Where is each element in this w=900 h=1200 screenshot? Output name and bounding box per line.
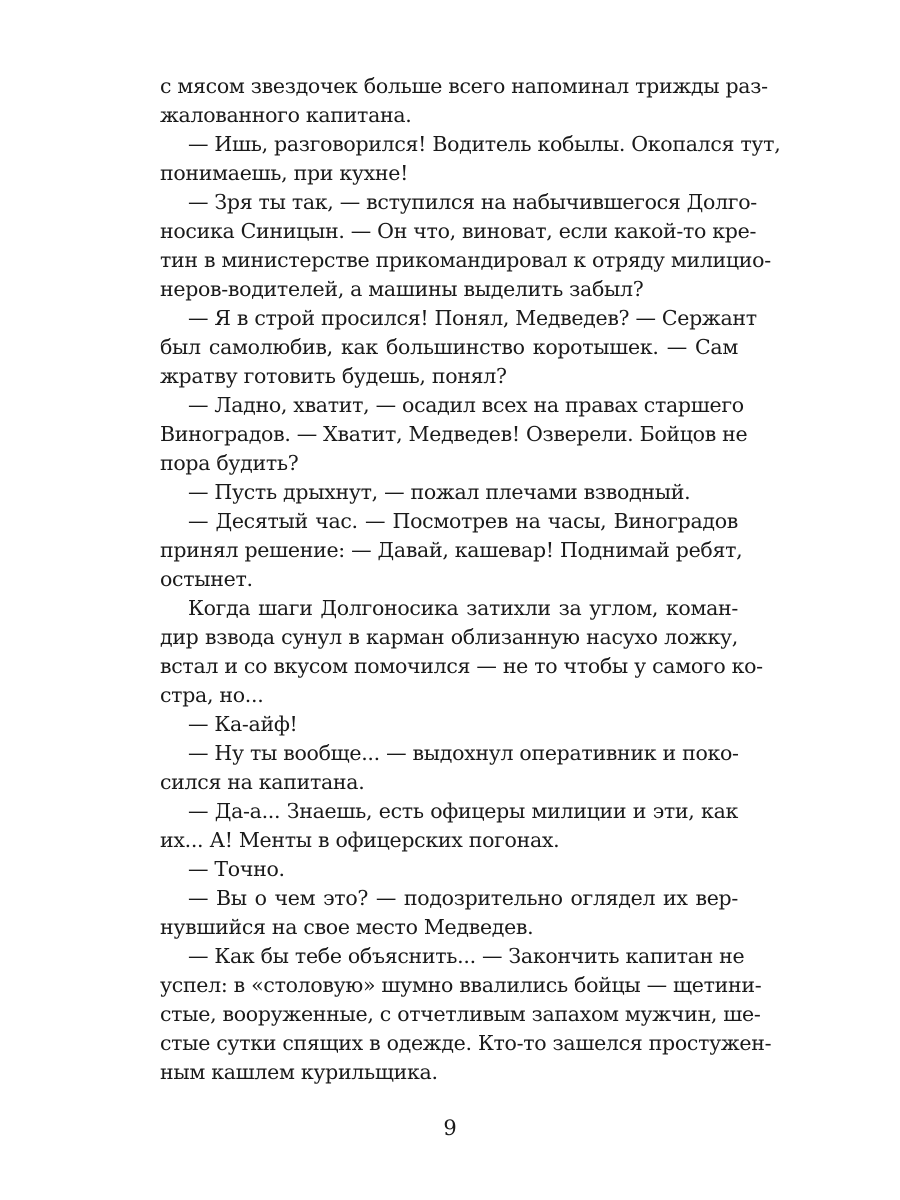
- text-line: — Я в строй просился! Понял, Медведев? — Сержант: [188, 306, 757, 330]
- text-line: Виноградов. — Хватит, Медведев! Озверели. Бойцов не: [160, 422, 748, 446]
- text-line: — Точно.: [188, 857, 285, 881]
- text-line: жратву готовить будешь, понял?: [160, 364, 507, 388]
- text-line: носика Синицын. — Он что, виноват, если какой-то кре-: [160, 219, 757, 243]
- text-line: жалованного капитана.: [160, 103, 412, 127]
- text-line: дир взвода сунул в карман облизанную насухо ложку,: [160, 625, 738, 649]
- text-line: ным кашлем курильщика.: [160, 1060, 438, 1084]
- text-line: — Десятый час. — Посмотрев на часы, Виноградов: [188, 509, 738, 533]
- text-line: — Ладно, хватит, — осадил всех на правах старшего: [188, 393, 744, 417]
- text-line: неров-водителей, а машины выделить забыл?: [160, 277, 644, 301]
- text-line: принял решение: — Давай, кашевар! Поднимай ребят,: [160, 538, 743, 562]
- text-line: Когда шаги Долгоносика затихли за углом, коман-: [188, 596, 738, 620]
- text-line: встал и со вкусом помочился — не то чтобы у самого ко-: [160, 654, 763, 678]
- text-line: — Ка-айф!: [188, 712, 298, 736]
- text-line: — Как бы тебе объяснить... — Закончить капитан не: [188, 944, 745, 968]
- text-line: остынет.: [160, 567, 253, 591]
- text-line: нувшийся на свое место Медведев.: [160, 915, 534, 939]
- text-line: пора будить?: [160, 451, 299, 475]
- text-line: стые сутки спящих в одежде. Кто-то зашелся простужен-: [160, 1031, 772, 1055]
- text-line: — Да-а... Знаешь, есть офицеры милиции и эти, как: [188, 799, 738, 823]
- text-line: сился на капитана.: [160, 770, 365, 794]
- text-line: с мясом звездочек больше всего напоминал трижды раз-: [160, 74, 768, 98]
- text-line: стые, вооруженные, с отчетливым запахом мужчин, ше-: [160, 1002, 761, 1026]
- page-number: 9: [443, 1116, 457, 1140]
- text-line: — Пусть дрыхнут, — пожал плечами взводный.: [188, 480, 691, 504]
- body-text: [160, 72, 781, 1087]
- text-line: стра, но...: [160, 683, 264, 707]
- text-line: — Зря ты так, — вступился на набычившегося Долго-: [188, 190, 757, 214]
- text-line: их... А! Менты в офицерских погонах.: [160, 828, 560, 852]
- text-line: — Вы о чем это? — подозрительно оглядел их вер-: [188, 886, 738, 910]
- text-line: — Ишь, разговорился! Водитель кобылы. Окопался тут,: [188, 132, 781, 156]
- text-line: успел: в «столовую» шумно ввалились бойцы — щетини-: [160, 973, 762, 997]
- text-line: — Ну ты вообще... — выдохнул оперативник и поко-: [188, 741, 739, 765]
- text-line: тин в министерстве прикомандировал к отряду милицио-: [160, 248, 771, 272]
- text-line: понимаешь, при кухне!: [160, 161, 409, 185]
- text-line: был самолюбив, как большинство коротышек. — Сам: [160, 335, 738, 359]
